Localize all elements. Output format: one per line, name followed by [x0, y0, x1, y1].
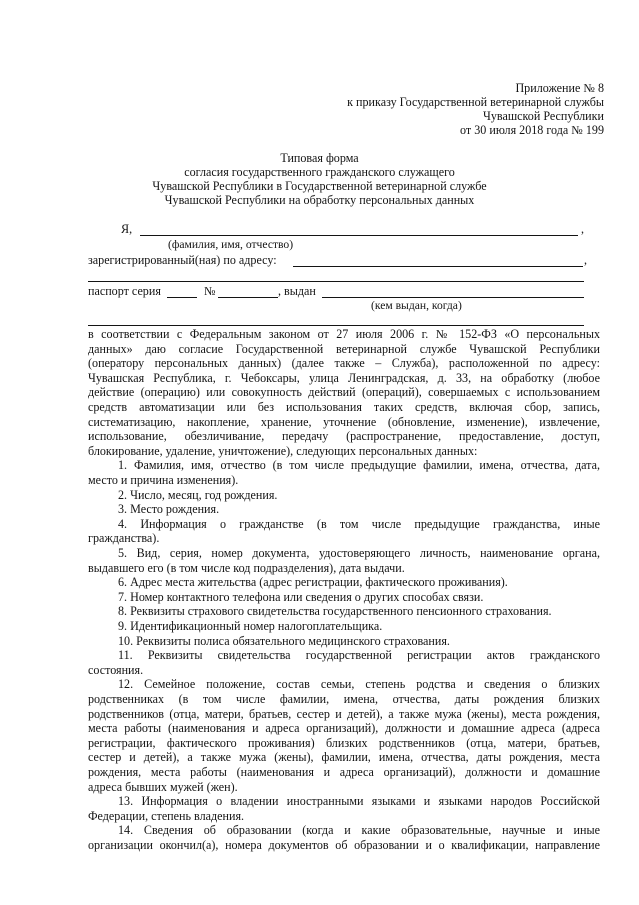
list-item-line: 7. Номер контактного телефона или сведения о других способах связи.: [118, 589, 484, 604]
list-item-line: организации окончил(а), номера документов об образовании и о квалификации, направление: [88, 838, 600, 852]
address-label: зарегистрированный(ная) по адресу:: [88, 253, 277, 267]
list-item-line: 6. Адрес места жительства (адрес регистрации, фактического проживания).: [118, 575, 508, 590]
address-field[interactable]: [293, 266, 583, 267]
list-item-line: место и причина изменения).: [88, 473, 239, 487]
list-item-line: родственников (отца, матери, братьев, сестер и детей), а также мужа (жены), места рождения,: [88, 706, 600, 721]
intro-line: средств автоматизации или без использования таких средств, включая сбор, запись,: [88, 400, 600, 414]
issued-field-2[interactable]: [88, 325, 584, 326]
intro-line: блокирование, удаление, уничтожение), следующих персональных данных:: [88, 443, 478, 458]
list-item-line: выдавшего его (в том числе код подразделения), дата выдачи.: [88, 560, 405, 575]
list-item-line: 11. Реквизиты свидетельства государственной регистрации актов гражданского: [118, 648, 600, 663]
form-subtitle-2: Чувашской Республики в Государственной ветеринарной службе: [152, 179, 487, 193]
fio-field[interactable]: [140, 235, 578, 236]
issued-label: , выдан: [278, 284, 316, 298]
intro-line: действие (операцию) или совокупность действий (операций), совершаемых с использованием: [88, 385, 600, 400]
list-item-line: 13. Информация о владении иностранными языками и языками народов Российской: [118, 794, 600, 809]
list-item-line: 2. Число, месяц, год рождения.: [118, 487, 278, 502]
appendix-number: Приложение № 8: [515, 81, 604, 95]
ya-label: Я,: [121, 222, 133, 236]
fio-caption: (фамилия, имя, отчество): [168, 238, 294, 251]
form-title: Типовая форма: [280, 151, 359, 165]
list-item-line: состояния.: [88, 662, 144, 677]
form-subtitle-3: Чувашской Республики на обработку персональных данных: [164, 193, 475, 207]
intro-line: систематизацию, накопление, хранение, уточнение (обновление, изменение), извлечение,: [88, 414, 600, 429]
list-item-line: 4. Информация о гражданстве (в том числе предыдущие гражданства, иные: [118, 516, 600, 531]
list-item-line: сестер и детей), а также мужа (жены), фамилии, имена, отчества, даты рождения, места: [88, 750, 600, 765]
list-item-line: рождения, места работы (наименования и адреса организаций), должности и домашние: [88, 765, 600, 779]
list-item-line: 5. Вид, серия, номер документа, удостоверяющего личность, наименование органа,: [118, 546, 600, 560]
issued-field[interactable]: [322, 297, 584, 298]
passport-number-label: №: [204, 284, 216, 298]
list-item-line: 3. Место рождения.: [118, 502, 220, 517]
list-item-line: родственниках (в том числе фамилии, имена, отчества, даты рождения близких: [88, 692, 600, 706]
list-item-line: гражданства).: [88, 531, 160, 546]
list-item-line: 1. Фамилия, имя, отчество (в том числе предыдущие фамилии, имена, отчества, дата,: [118, 458, 600, 473]
fio-comma: ,: [581, 222, 585, 236]
list-item-line: 8. Реквизиты страхового свидетельства государственного пенсионного страхования.: [118, 604, 552, 619]
intro-line: использование, обезличивание, передачу (распространение, предоставление, доступ,: [88, 429, 600, 444]
list-item-line: адреса бывших мужей (жен).: [88, 779, 238, 794]
address-field-2[interactable]: [88, 281, 584, 282]
form-subtitle-1: согласия государственного гражданского служащего: [184, 165, 455, 179]
passport-series-field[interactable]: [167, 297, 197, 298]
order-reference: к приказу Государственной ветеринарной службы: [347, 95, 604, 109]
list-item-line: 10. Реквизиты полиса обязательного медицинского страхования.: [118, 633, 450, 648]
list-item-line: 9. Идентификационный номер налогоплательщика.: [118, 619, 383, 633]
list-item-line: регистрации, фактического проживания) близких родственников (отца, матери, братьев,: [88, 735, 600, 750]
issued-caption: (кем выдан, когда): [371, 299, 462, 312]
intro-line: в соответствии с Федеральным законом от 27 июля 2006 г. № 152-ФЗ «О персональных: [88, 327, 600, 341]
list-item-line: Федерации, степень владения.: [88, 808, 245, 823]
intro-line: данных» даю согласие Государственной ветеринарной службе Чувашской Республики: [88, 341, 600, 356]
list-item-line: 14. Сведения об образовании (когда и какие образовательные, научные и иные: [118, 823, 600, 838]
list-item-line: 12. Семейное положение, состав семьи, степень родства и сведения о близких: [118, 677, 600, 692]
intro-line: Чувашская Республика, г. Чебоксары, улица Ленинградская, д. 33, на обработку (любое: [88, 370, 600, 385]
intro-line: (оператору персональных данных) (далее также – Служба), расположенной по адресу:: [88, 356, 600, 371]
passport-series-label: паспорт серия: [88, 284, 161, 298]
republic-name: Чувашской Республики: [483, 109, 604, 123]
address-comma: ,: [584, 253, 588, 267]
order-date: от 30 июля 2018 года № 199: [460, 123, 604, 137]
passport-number-field[interactable]: [218, 297, 278, 298]
list-item-line: места работы (наименования и адреса организаций), должности и домашние адреса (адреса: [88, 721, 600, 736]
